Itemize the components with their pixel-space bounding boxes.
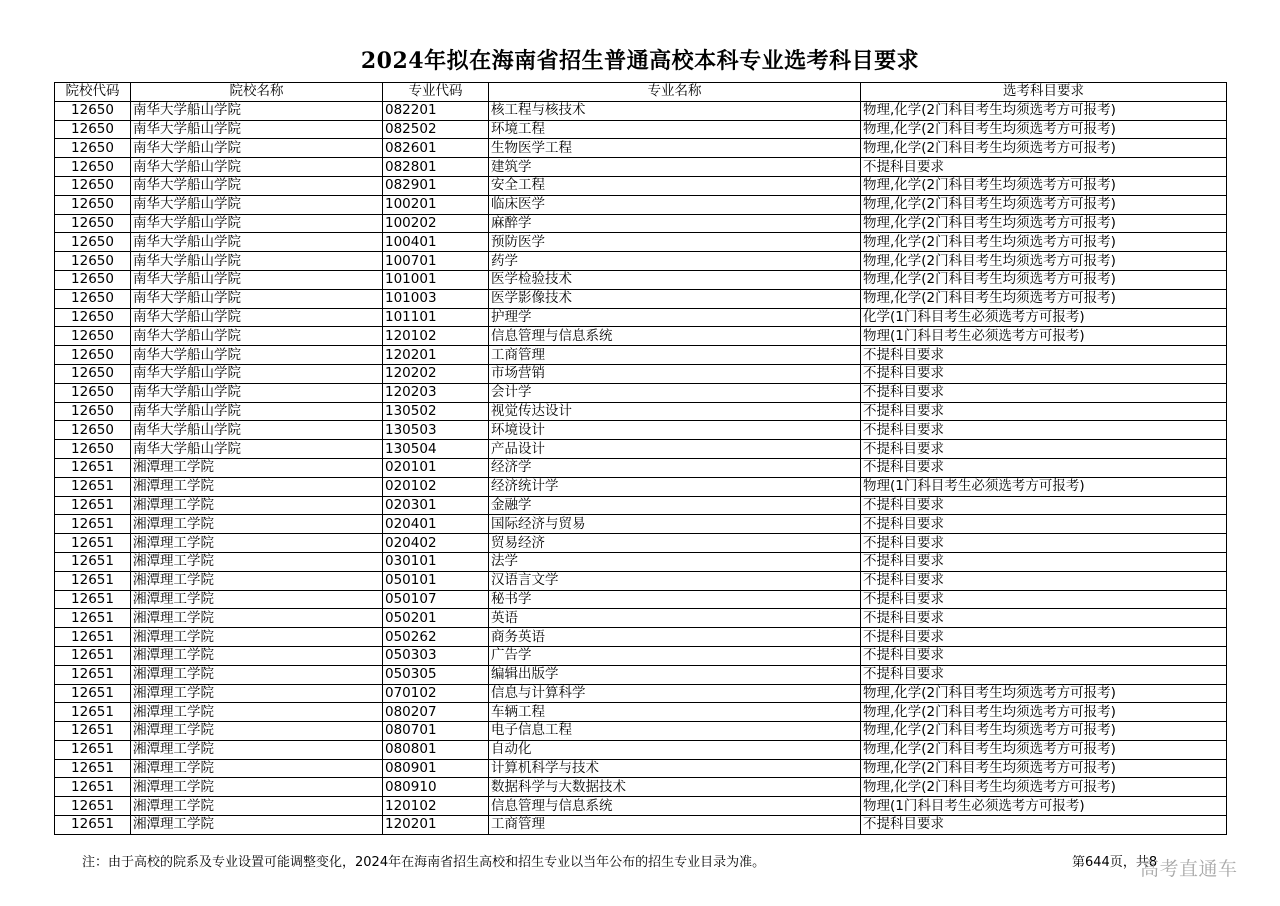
cell-major-code: 020402 (383, 534, 489, 553)
table-row (55, 176, 1227, 195)
cell-major-name: 经济统计学 (489, 477, 861, 496)
cell-school-name: 南华大学船山学院 (131, 402, 383, 421)
cell-subject-requirement: 不提科目要求 (861, 496, 1227, 515)
cell-subject-requirement: 物理,化学(2门科目考生均须选考方可报考) (861, 195, 1227, 214)
table-row (55, 364, 1227, 383)
cell-school-name: 湘潭理工学院 (131, 722, 383, 741)
cell-school-name: 南华大学船山学院 (131, 101, 383, 120)
cell-school-name: 南华大学船山学院 (131, 214, 383, 233)
table-row (55, 590, 1227, 609)
table-row (55, 496, 1227, 515)
cell-major-code: 050101 (383, 571, 489, 590)
cell-subject-requirement: 物理(1门科目考生必须选考方可报考) (861, 327, 1227, 346)
cell-subject-requirement: 物理,化学(2门科目考生均须选考方可报考) (861, 139, 1227, 158)
table-row (55, 195, 1227, 214)
table-row (55, 571, 1227, 590)
cell-major-code: 100202 (383, 214, 489, 233)
cell-school-name: 湘潭理工学院 (131, 609, 383, 628)
cell-subject-requirement: 不提科目要求 (861, 383, 1227, 402)
cell-major-name: 汉语言文学 (489, 571, 861, 590)
table-row (55, 534, 1227, 553)
table-row (55, 270, 1227, 289)
cell-subject-requirement: 不提科目要求 (861, 628, 1227, 647)
cell-major-name: 计算机科学与技术 (489, 759, 861, 778)
cell-major-code: 070102 (383, 684, 489, 703)
table-row (55, 346, 1227, 365)
table-row (55, 308, 1227, 327)
cell-school-code: 12651 (55, 552, 131, 571)
cell-major-code: 080901 (383, 759, 489, 778)
cell-major-code: 101101 (383, 308, 489, 327)
cell-major-code: 082601 (383, 139, 489, 158)
cell-school-name: 南华大学船山学院 (131, 195, 383, 214)
cell-major-name: 生物医学工程 (489, 139, 861, 158)
cell-school-code: 12651 (55, 797, 131, 816)
table-row (55, 665, 1227, 684)
cell-school-name: 湘潭理工学院 (131, 684, 383, 703)
cell-school-code: 12651 (55, 590, 131, 609)
table-row (55, 440, 1227, 459)
cell-school-name: 湘潭理工学院 (131, 703, 383, 722)
cell-major-name: 医学检验技术 (489, 270, 861, 289)
cell-major-code: 082201 (383, 101, 489, 120)
cell-school-code: 12650 (55, 421, 131, 440)
cell-school-name: 湘潭理工学院 (131, 759, 383, 778)
cell-subject-requirement: 物理(1门科目考生必须选考方可报考) (861, 797, 1227, 816)
cell-major-name: 产品设计 (489, 440, 861, 459)
cell-school-name: 湘潭理工学院 (131, 628, 383, 647)
cell-school-name: 南华大学船山学院 (131, 158, 383, 177)
table-row (55, 233, 1227, 252)
cell-school-name: 南华大学船山学院 (131, 139, 383, 158)
cell-subject-requirement: 化学(1门科目考生必须选考方可报考) (861, 308, 1227, 327)
header-school-code: 院校代码 (55, 83, 131, 102)
cell-subject-requirement: 物理,化学(2门科目考生均须选考方可报考) (861, 722, 1227, 741)
cell-major-name: 工商管理 (489, 816, 861, 835)
cell-major-name: 环境工程 (489, 120, 861, 139)
cell-major-code: 050305 (383, 665, 489, 684)
cell-subject-requirement: 不提科目要求 (861, 515, 1227, 534)
cell-school-name: 湘潭理工学院 (131, 797, 383, 816)
cell-major-name: 预防医学 (489, 233, 861, 252)
cell-major-name: 药学 (489, 252, 861, 271)
cell-subject-requirement: 不提科目要求 (861, 158, 1227, 177)
cell-school-name: 湘潭理工学院 (131, 816, 383, 835)
cell-major-code: 120203 (383, 383, 489, 402)
cell-subject-requirement: 不提科目要求 (861, 646, 1227, 665)
cell-school-code: 12651 (55, 759, 131, 778)
footer-note: 注：由于高校的院系及专业设置可能调整变化，2024年在海南省招生高校和招生专业以当年公布的招生专业目录为准。 (82, 855, 766, 870)
cell-subject-requirement: 不提科目要求 (861, 346, 1227, 365)
table-row (55, 402, 1227, 421)
header-subject-requirement: 选考科目要求 (861, 83, 1227, 102)
cell-major-code: 050201 (383, 609, 489, 628)
cell-major-code: 120201 (383, 346, 489, 365)
cell-major-name: 信息管理与信息系统 (489, 327, 861, 346)
cell-school-code: 12651 (55, 703, 131, 722)
cell-school-code: 12650 (55, 440, 131, 459)
cell-subject-requirement: 物理,化学(2门科目考生均须选考方可报考) (861, 289, 1227, 308)
table-row (55, 458, 1227, 477)
requirements-table-container (54, 82, 1226, 835)
cell-subject-requirement: 物理,化学(2门科目考生均须选考方可报考) (861, 233, 1227, 252)
cell-school-name: 南华大学船山学院 (131, 346, 383, 365)
cell-major-code: 080801 (383, 740, 489, 759)
cell-subject-requirement: 物理,化学(2门科目考生均须选考方可报考) (861, 703, 1227, 722)
cell-school-name: 湘潭理工学院 (131, 552, 383, 571)
cell-subject-requirement: 物理,化学(2门科目考生均须选考方可报考) (861, 252, 1227, 271)
cell-subject-requirement: 不提科目要求 (861, 590, 1227, 609)
table-row (55, 327, 1227, 346)
table-row (55, 778, 1227, 797)
table-row (55, 101, 1227, 120)
table-row (55, 797, 1227, 816)
cell-school-code: 12650 (55, 346, 131, 365)
cell-school-code: 12650 (55, 120, 131, 139)
cell-subject-requirement: 物理(1门科目考生必须选考方可报考) (861, 477, 1227, 496)
cell-school-code: 12651 (55, 778, 131, 797)
cell-school-code: 12650 (55, 158, 131, 177)
cell-school-code: 12650 (55, 176, 131, 195)
page-title: 2024年拟在海南省招生普通高校本科专业选考科目要求 (360, 48, 920, 74)
cell-major-name: 经济学 (489, 458, 861, 477)
table-row (55, 646, 1227, 665)
header-major-code: 专业代码 (383, 83, 489, 102)
cell-major-code: 130503 (383, 421, 489, 440)
table-row (55, 139, 1227, 158)
cell-major-code: 130502 (383, 402, 489, 421)
cell-school-name: 南华大学船山学院 (131, 120, 383, 139)
cell-major-name: 商务英语 (489, 628, 861, 647)
cell-school-name: 湘潭理工学院 (131, 515, 383, 534)
cell-major-code: 120201 (383, 816, 489, 835)
cell-school-code: 12650 (55, 139, 131, 158)
cell-school-code: 12651 (55, 515, 131, 534)
cell-school-name: 南华大学船山学院 (131, 421, 383, 440)
cell-school-code: 12651 (55, 665, 131, 684)
cell-school-name: 南华大学船山学院 (131, 176, 383, 195)
cell-school-code: 12651 (55, 496, 131, 515)
requirements-table (54, 82, 1227, 835)
cell-major-name: 核工程与核技术 (489, 101, 861, 120)
cell-major-code: 082801 (383, 158, 489, 177)
cell-school-name: 南华大学船山学院 (131, 364, 383, 383)
cell-subject-requirement: 物理,化学(2门科目考生均须选考方可报考) (861, 270, 1227, 289)
table-row (55, 684, 1227, 703)
cell-subject-requirement: 不提科目要求 (861, 571, 1227, 590)
cell-major-name: 环境设计 (489, 421, 861, 440)
header-school-name: 院校名称 (131, 83, 383, 102)
header-major-name: 专业名称 (489, 83, 861, 102)
cell-major-name: 建筑学 (489, 158, 861, 177)
cell-school-code: 12650 (55, 383, 131, 402)
cell-major-code: 020101 (383, 458, 489, 477)
cell-major-name: 工商管理 (489, 346, 861, 365)
cell-school-code: 12651 (55, 684, 131, 703)
cell-major-name: 编辑出版学 (489, 665, 861, 684)
cell-school-name: 湘潭理工学院 (131, 534, 383, 553)
cell-major-name: 视觉传达设计 (489, 402, 861, 421)
cell-subject-requirement: 不提科目要求 (861, 421, 1227, 440)
cell-major-code: 030101 (383, 552, 489, 571)
cell-major-name: 会计学 (489, 383, 861, 402)
cell-subject-requirement: 不提科目要求 (861, 402, 1227, 421)
cell-major-code: 100701 (383, 252, 489, 271)
cell-school-code: 12651 (55, 571, 131, 590)
cell-subject-requirement: 不提科目要求 (861, 458, 1227, 477)
cell-school-name: 湘潭理工学院 (131, 665, 383, 684)
cell-school-code: 12650 (55, 402, 131, 421)
cell-school-code: 12651 (55, 534, 131, 553)
cell-major-name: 数据科学与大数据技术 (489, 778, 861, 797)
cell-major-name: 贸易经济 (489, 534, 861, 553)
cell-major-name: 广告学 (489, 646, 861, 665)
cell-subject-requirement: 不提科目要求 (861, 665, 1227, 684)
cell-major-code: 101003 (383, 289, 489, 308)
cell-school-code: 12651 (55, 722, 131, 741)
cell-school-name: 南华大学船山学院 (131, 308, 383, 327)
cell-school-name: 湘潭理工学院 (131, 778, 383, 797)
table-row (55, 628, 1227, 647)
cell-school-code: 12651 (55, 458, 131, 477)
cell-major-name: 临床医学 (489, 195, 861, 214)
cell-school-code: 12650 (55, 252, 131, 271)
cell-major-code: 100401 (383, 233, 489, 252)
cell-school-name: 湘潭理工学院 (131, 477, 383, 496)
cell-major-code: 120102 (383, 327, 489, 346)
cell-major-name: 安全工程 (489, 176, 861, 195)
table-row (55, 421, 1227, 440)
cell-school-name: 南华大学船山学院 (131, 252, 383, 271)
cell-subject-requirement: 不提科目要求 (861, 816, 1227, 835)
cell-subject-requirement: 物理,化学(2门科目考生均须选考方可报考) (861, 176, 1227, 195)
cell-major-name: 护理学 (489, 308, 861, 327)
table-row (55, 722, 1227, 741)
cell-major-code: 050262 (383, 628, 489, 647)
cell-major-code: 130504 (383, 440, 489, 459)
cell-school-name: 湘潭理工学院 (131, 571, 383, 590)
cell-school-name: 湘潭理工学院 (131, 458, 383, 477)
cell-subject-requirement: 不提科目要求 (861, 609, 1227, 628)
cell-school-code: 12651 (55, 740, 131, 759)
cell-major-name: 市场营销 (489, 364, 861, 383)
cell-school-code: 12650 (55, 101, 131, 120)
cell-subject-requirement: 不提科目要求 (861, 364, 1227, 383)
cell-major-name: 自动化 (489, 740, 861, 759)
cell-subject-requirement: 物理,化学(2门科目考生均须选考方可报考) (861, 101, 1227, 120)
cell-subject-requirement: 物理,化学(2门科目考生均须选考方可报考) (861, 214, 1227, 233)
table-row (55, 759, 1227, 778)
table-row (55, 252, 1227, 271)
cell-major-code: 020401 (383, 515, 489, 534)
table-row (55, 214, 1227, 233)
cell-subject-requirement: 不提科目要求 (861, 534, 1227, 553)
table-header-row (55, 83, 1227, 102)
cell-subject-requirement: 物理,化学(2门科目考生均须选考方可报考) (861, 740, 1227, 759)
cell-subject-requirement: 物理,化学(2门科目考生均须选考方可报考) (861, 778, 1227, 797)
cell-school-name: 湘潭理工学院 (131, 496, 383, 515)
cell-school-name: 湘潭理工学院 (131, 590, 383, 609)
cell-school-code: 12650 (55, 270, 131, 289)
table-row (55, 609, 1227, 628)
cell-school-name: 南华大学船山学院 (131, 440, 383, 459)
cell-major-name: 车辆工程 (489, 703, 861, 722)
cell-major-code: 050107 (383, 590, 489, 609)
cell-major-code: 020301 (383, 496, 489, 515)
cell-major-name: 电子信息工程 (489, 722, 861, 741)
table-row (55, 158, 1227, 177)
cell-major-code: 100201 (383, 195, 489, 214)
table-row (55, 120, 1227, 139)
cell-school-code: 12651 (55, 628, 131, 647)
table-row (55, 477, 1227, 496)
cell-school-name: 南华大学船山学院 (131, 383, 383, 402)
table-row (55, 289, 1227, 308)
cell-major-code: 080207 (383, 703, 489, 722)
cell-subject-requirement: 物理,化学(2门科目考生均须选考方可报考) (861, 684, 1227, 703)
cell-school-code: 12650 (55, 233, 131, 252)
cell-school-name: 南华大学船山学院 (131, 289, 383, 308)
cell-subject-requirement: 不提科目要求 (861, 552, 1227, 571)
cell-subject-requirement: 物理,化学(2门科目考生均须选考方可报考) (861, 120, 1227, 139)
cell-school-code: 12651 (55, 646, 131, 665)
cell-major-name: 金融学 (489, 496, 861, 515)
cell-subject-requirement: 物理,化学(2门科目考生均须选考方可报考) (861, 759, 1227, 778)
table-row (55, 740, 1227, 759)
cell-school-code: 12650 (55, 289, 131, 308)
cell-major-name: 秘书学 (489, 590, 861, 609)
cell-school-name: 湘潭理工学院 (131, 646, 383, 665)
cell-school-code: 12650 (55, 308, 131, 327)
cell-major-code: 120202 (383, 364, 489, 383)
cell-major-name: 法学 (489, 552, 861, 571)
cell-major-code: 080910 (383, 778, 489, 797)
cell-major-code: 050303 (383, 646, 489, 665)
table-row (55, 383, 1227, 402)
cell-major-name: 英语 (489, 609, 861, 628)
cell-major-name: 国际经济与贸易 (489, 515, 861, 534)
cell-school-code: 12651 (55, 477, 131, 496)
cell-major-code: 101001 (383, 270, 489, 289)
cell-major-code: 080701 (383, 722, 489, 741)
table-body (55, 101, 1227, 834)
cell-school-code: 12650 (55, 214, 131, 233)
cell-school-code: 12650 (55, 364, 131, 383)
cell-school-name: 湘潭理工学院 (131, 740, 383, 759)
cell-school-code: 12650 (55, 327, 131, 346)
cell-major-name: 信息与计算科学 (489, 684, 861, 703)
cell-school-name: 南华大学船山学院 (131, 270, 383, 289)
table-row (55, 703, 1227, 722)
table-row (55, 552, 1227, 571)
cell-major-name: 医学影像技术 (489, 289, 861, 308)
cell-school-code: 12651 (55, 609, 131, 628)
cell-major-code: 020102 (383, 477, 489, 496)
cell-school-code: 12650 (55, 195, 131, 214)
cell-subject-requirement: 不提科目要求 (861, 440, 1227, 459)
page-number: 第644页，共8 (1072, 855, 1158, 870)
cell-major-name: 信息管理与信息系统 (489, 797, 861, 816)
cell-major-name: 麻醉学 (489, 214, 861, 233)
table-row (55, 816, 1227, 835)
cell-school-name: 南华大学船山学院 (131, 233, 383, 252)
cell-school-code: 12651 (55, 816, 131, 835)
cell-major-code: 082502 (383, 120, 489, 139)
watermark: 高考直通车 (1140, 858, 1238, 880)
cell-school-name: 南华大学船山学院 (131, 327, 383, 346)
cell-major-code: 120102 (383, 797, 489, 816)
table-row (55, 515, 1227, 534)
cell-major-code: 082901 (383, 176, 489, 195)
